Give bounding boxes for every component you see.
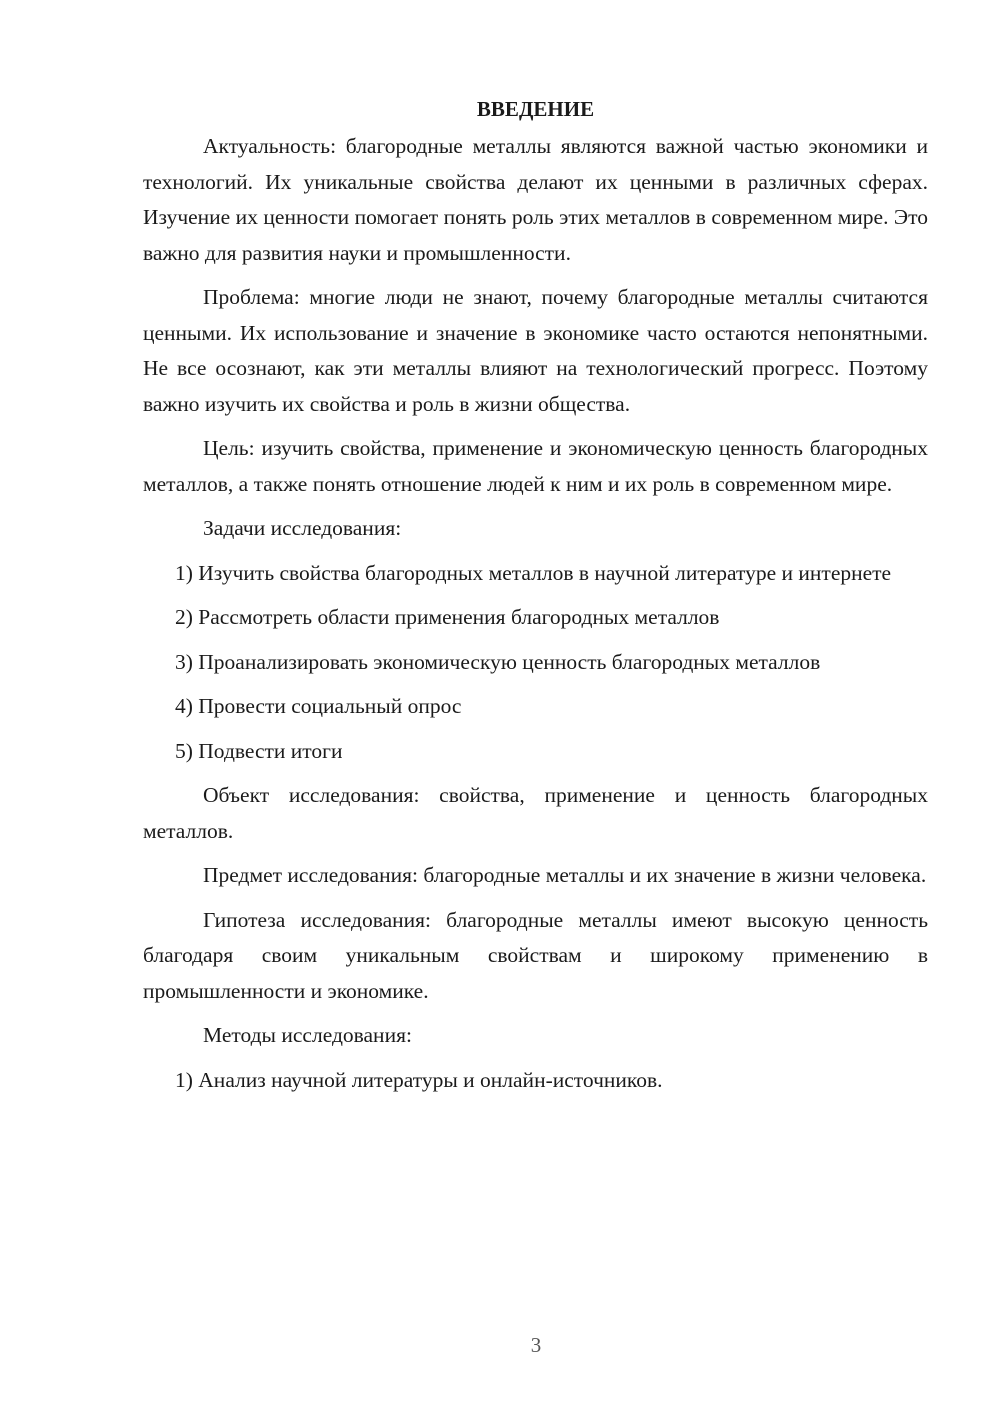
method-item: 1) Анализ научной литературы и онлайн-источников. — [175, 1067, 663, 1092]
page-title: ВВЕДЕНИЕ — [476, 97, 595, 121]
problem-paragraph: Проблема: многие люди не знают, почему благородные металлы считаются ценными. Их использование и значение в экономике часто остаются непонятными. Не все осознают, как эти металлы влияют на технологический прогресс. Поэтому важно изучить их свойства и роль в жизни общества. — [143, 285, 928, 416]
task-item: 3) Проанализировать экономическую ценность благородных металлов — [175, 649, 821, 674]
document-page — [143, 92, 928, 1107]
subject-paragraph: Предмет исследования: благородные металлы и их значение в жизни человека. — [203, 863, 927, 887]
task-item: 2) Рассмотреть области применения благородных металлов — [175, 605, 720, 629]
object-paragraph: Объект исследования: свойства, применение и ценность благородных металлов. — [143, 783, 928, 843]
goal-paragraph: Цель: изучить свойства, применение и экономическую ценность благородных металлов, а также понять отношение людей к ним и их роль в современном мире. — [143, 436, 928, 496]
task-item: 4) Провести социальный опрос — [175, 694, 462, 718]
task-item: 1) Изучить свойства благородных металлов в научной литературе и интернете — [175, 560, 892, 585]
methods-heading: Методы исследования: — [203, 1023, 412, 1047]
relevance-paragraph: Актуальность: благородные металлы являются важной частью экономики и технологий. Их уникальные свойства делают их ценными в различных сферах. Изучение их ценности помогает понять роль этих металлов в современном мире. Это важно для развития науки и промышленности. — [143, 134, 928, 265]
page-number: 3 — [530, 1333, 542, 1357]
tasks-heading: Задачи исследования: — [203, 516, 402, 540]
hypothesis-paragraph: Гипотеза исследования: благородные металлы имеют высокую ценность благодаря своим уникальным свойствам и широкому применению в промышленности и экономике. — [143, 907, 928, 1003]
task-item: 5) Подвести итоги — [175, 738, 343, 763]
